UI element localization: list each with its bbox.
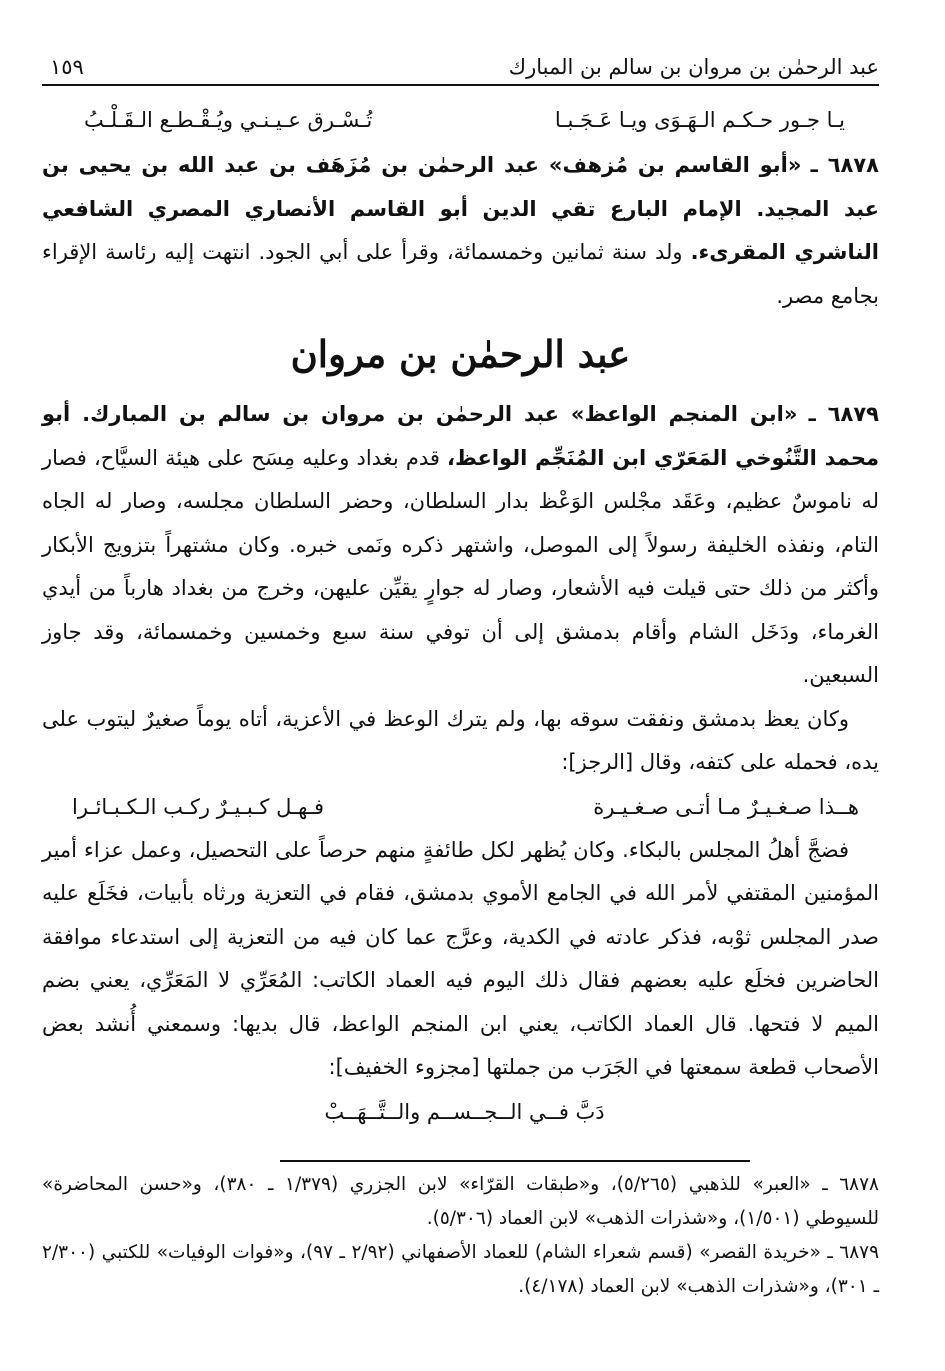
paragraph-2: وكان يعظ بدمشق ونفقت سوقه بها، ولم يترك الوعظ في الأعزية، أتاه يوماً صغيرٌ ليتوب على يده، فحمله على كتفه، وقال [الرجز]:	[42, 706, 879, 774]
verse-line-2	[42, 785, 879, 829]
verse-line-1	[42, 98, 879, 142]
entry-text: ولد سنة ثمانين وخمسمائة، وقرأ على أبي الجود. انتهت إليه رئاسة الإقراء بجامع مصر.	[42, 240, 879, 308]
entry-6879	[42, 393, 879, 698]
footnote-divider	[280, 1160, 750, 1162]
running-head: عبد الرحمٰن بن مروان بن سالم بن المبارك	[508, 55, 879, 79]
footnote: ٦٨٧٩ ـ «خريدة القصر» (قسم شعراء الشام) للعماد الأصفهاني (٢/٩٢ ـ ٩٧)، و«فوات الوفيات» للكتبي (٢/٣٠٠ ـ ٣٠١)، و«شذرات الذهب» لابن العماد (٤/١٧٨).	[42, 1241, 880, 1297]
paragraph-3: فضجَّ أهلُ المجلس بالبكاء. وكان يُظهر لكل طائفةٍ منهم حرصاً على التحصيل، وعمل عزاء أمير المؤمنين المقتفي لأمر الله في الجامع الأموي بدمشق، فقام في التعزية ورثاه بأبيات، فخَلَع عليه صدر المجلس ثوْبه، فذكر عادته في الكدية، وعرَّج عما كان فيه من التعزية إلى استدعاء موافقة الحاضرين فخلَع عليه بعضهم فقال ذلك اليوم فيه العماد الكاتب: المُعَرِّي لا المَعَرِّي، يعني بضم الميم لا فتحها. قال العماد الكاتب، يعني ابن المنجم الواعظ، قال بديها: وسمعني أُنشد بعض الأصحاب قطعة سمعتها في الجَرَب من جملتها [مجزوء الخفيف]:	[42, 837, 879, 1079]
page-header	[42, 30, 879, 86]
footnote: ٦٨٧٨ ـ «العبر» للذهبي (٥/٢٦٥)، و«طبقات القرّاء» لابن الجزري (١/٣٧٩ ـ ٣٨٠)، و«حسن المحاضرة» للسيوطي (١/٥٠١)، و«شذرات الذهب» لابن العماد (٥/٣٠٦).	[42, 1173, 879, 1229]
verse-hemistich-right: هــذا صـغـيـرٌ مـا أتـى صـغـيـرة	[593, 794, 859, 819]
verse-hemistich-left: تُـسْـرق عـيـنـي ويُـقْـطـع الـقَـلْـبُ	[84, 108, 373, 132]
entry-heading: «أبو القاسم بن مُزهف» عبد الرحمٰن بن مُزَهَف بن عبد الله بن يحيى بن عبد المجيد. الإمام البارع تقي الدين أبو القاسم الأنصاري المصري الشافعي الناشري المقرىء.	[42, 153, 879, 264]
entry-text: قدم بغداد وعليه مِسَح على هيئة السيَّاح، فصار له ناموسٌ عظيم، وعَقَد مجْلس الوَعْظ بدار السلطان، وحضر السلطان مجلسه، وصار له الجاه التام، ونفذه الخليفة رسولاً إلى الموصل، واشتهر ذكره ونَمى خبره. وكان مشتهراً بتزويج الأبكار وأكثر من ذلك حتى قيلت فيه الأشعار، وصار له جوارٍ يقيِّن عليهن، وخرج من بغداد هارباً من أيدي الغرماء، ودَخَل الشام وأقام بدمشق إلى أن توفي سنة سبع وخمسين وخمسمائة، وقد جاوز السبعين.	[42, 445, 879, 687]
verse-hemistich-left: فـهـل كـبـيـرٌ ركـب الـكـبـائـرا	[72, 794, 325, 819]
entry-number: ٦٨٧٨ ـ	[810, 153, 879, 177]
entry-number: ٦٨٧٩ ـ	[808, 402, 879, 426]
verse-hemistich-right: يـا جـور حـكـم الـهَـوَى ويـا عَـجَـبـا	[554, 108, 845, 132]
section-title: عبد الرحمٰن بن مروان	[290, 332, 631, 376]
verse-hemistich: دَبَّ فــي الــجــســم والــتَّــهَــبْ	[324, 1099, 605, 1124]
entry-6878	[42, 144, 879, 318]
page-number: ١٥٩	[50, 55, 84, 79]
entry-heading: «ابن المنجم الواعظ» عبد الرحمٰن بن مروان بن سالم بن المبارك. أبو محمد التَّنُوخي المَعَرّي ابن المُنَجِّم الواعظ،	[42, 402, 880, 470]
footnotes	[42, 1168, 879, 1304]
verse-line-3	[42, 1090, 879, 1134]
